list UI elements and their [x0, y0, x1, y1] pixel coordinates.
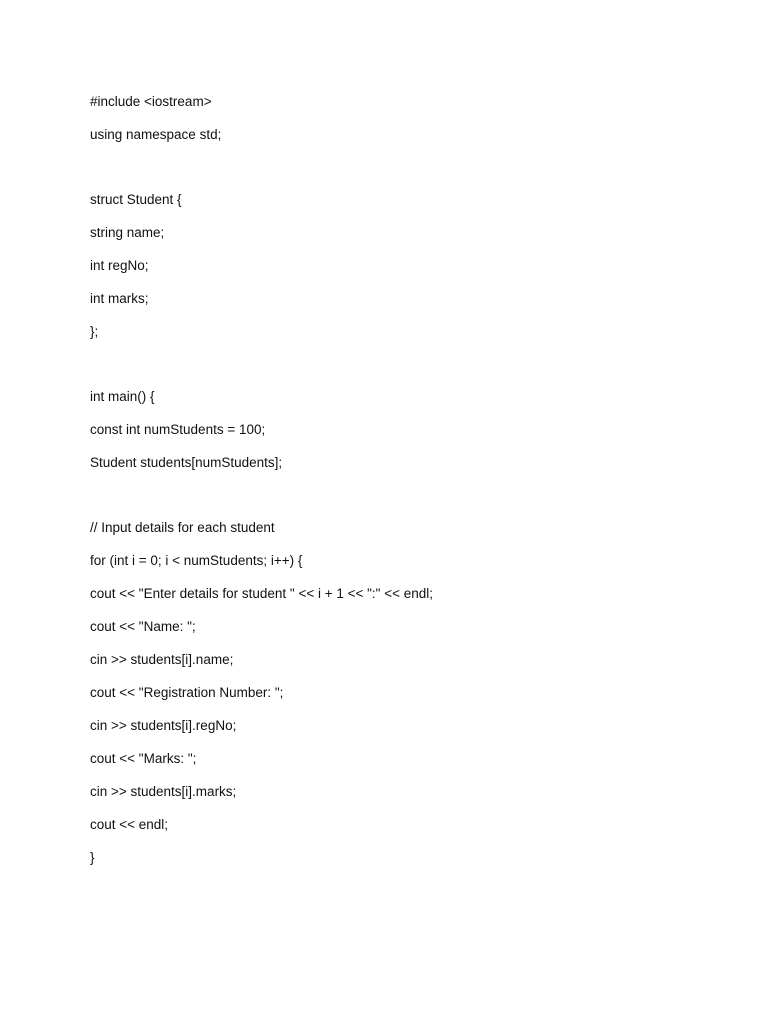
code-line-field-name: string name;	[90, 225, 165, 240]
code-line-field-regno: int regNo;	[90, 258, 149, 273]
code-line-main-open: int main() {	[90, 389, 155, 404]
code-line-comment: // Input details for each student	[90, 520, 275, 535]
code-line-struct-close: };	[90, 324, 99, 339]
code-line-array-decl: Student students[numStudents];	[90, 455, 283, 470]
code-line-cin-marks: cin >> students[i].marks;	[90, 784, 237, 799]
code-line-cout-regno: cout << "Registration Number: ";	[90, 685, 284, 700]
code-line-cout-marks: cout << "Marks: ";	[90, 751, 197, 766]
code-line-namespace: using namespace std;	[90, 127, 222, 142]
code-line-cout-enter: cout << "Enter details for student " << i + 1 << ":" << endl;	[90, 586, 434, 601]
code-line-field-marks: int marks;	[90, 291, 149, 306]
code-line-for-open: for (int i = 0; i < numStudents; i++) {	[90, 553, 303, 568]
code-line-include: #include <iostream>	[90, 94, 212, 109]
code-line-cin-name: cin >> students[i].name;	[90, 652, 234, 667]
code-line-cin-regno: cin >> students[i].regNo;	[90, 718, 237, 733]
code-line-cout-name: cout << "Name: ";	[90, 619, 196, 634]
code-line-const: const int numStudents = 100;	[90, 422, 266, 437]
code-line-struct-open: struct Student {	[90, 192, 182, 207]
code-line-cout-endl: cout << endl;	[90, 817, 169, 832]
code-line-for-close: }	[90, 850, 95, 865]
